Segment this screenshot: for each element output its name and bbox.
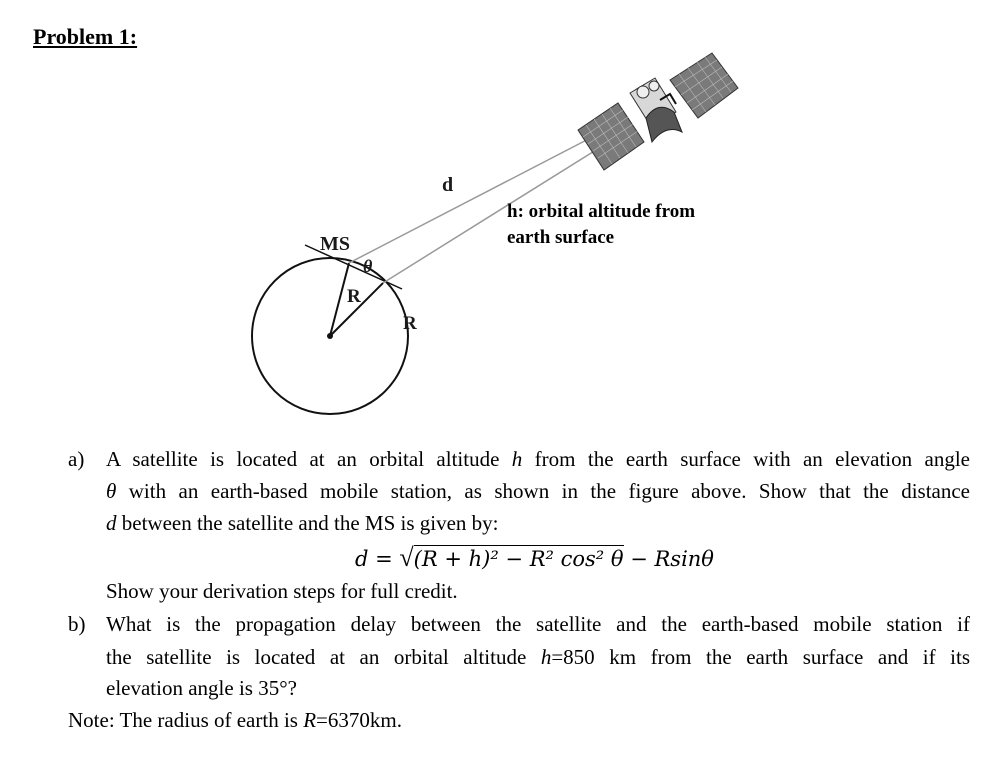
- part-a-line1: A satellite is located at an orbital altitude h from the earth surface with an elevation angle: [106, 447, 970, 471]
- label-r-inner: R: [347, 286, 361, 307]
- part-b-line1: What is the propagation delay between the satellite and the earth-based mobile station if: [106, 612, 970, 636]
- label-ms: MS: [320, 233, 350, 255]
- label-orbital-altitude-line2: earth surface: [507, 227, 615, 248]
- satellite-icon: [578, 53, 738, 170]
- distance-formula: d = √(R + h)² − R² cos² θ − Rsinθ: [355, 543, 714, 572]
- radius-note: Note: The radius of earth is R=6370km.: [68, 708, 402, 732]
- part-a-line2: θ with an earth-based mobile station, as shown in the figure above. Show that the distance: [106, 479, 970, 503]
- label-orbital-altitude-line1: h: orbital altitude from: [507, 201, 696, 222]
- part-a-line5: Show your derivation steps for full credit.: [106, 579, 458, 603]
- label-d: d: [442, 174, 454, 196]
- problem-heading: Problem 1:: [33, 24, 138, 49]
- label-r-outer: R: [403, 313, 417, 334]
- label-theta: θ: [363, 256, 373, 276]
- part-a-line3: d between the satellite and the MS is given by:: [106, 511, 499, 535]
- part-b-marker: b): [68, 612, 86, 636]
- part-b-line2: the satellite is located at an orbital altitude h=850 km from the earth surface and if its: [106, 645, 971, 669]
- part-a-marker: a): [68, 447, 85, 471]
- label-orbital-altitude: [507, 199, 695, 251]
- part-b-line3: elevation angle is 35°?: [106, 676, 297, 700]
